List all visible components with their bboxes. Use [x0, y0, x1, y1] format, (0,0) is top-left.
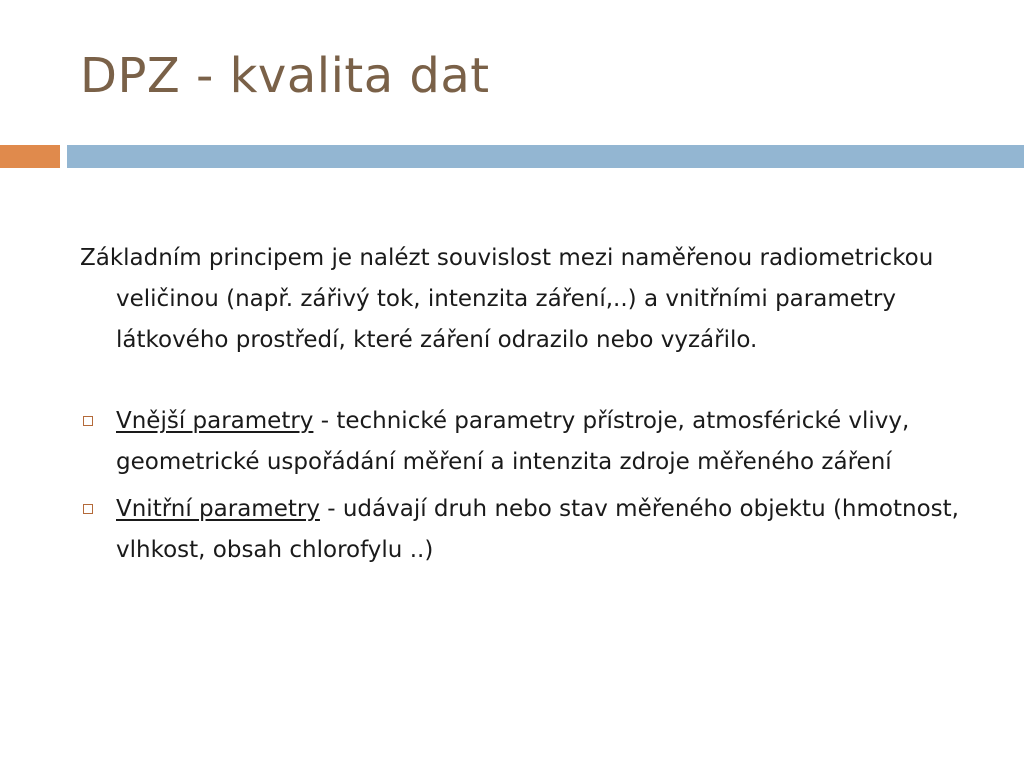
- bullet-item-external-parameters: [80, 401, 980, 483]
- slide-content: [80, 238, 980, 577]
- bullet-term: Vnitřní parametry: [116, 496, 320, 522]
- accent-bar-blue: [67, 145, 1024, 168]
- bullet-item-internal-parameters: [80, 489, 980, 571]
- square-bullet-icon: [83, 416, 93, 426]
- bullet-list: [80, 401, 980, 571]
- accent-bar-orange: [0, 145, 60, 168]
- square-bullet-icon: [83, 504, 93, 514]
- intro-paragraph: Základním principem je nalézt souvislost mezi naměřenou radiometrickou veličinou (např. zářivý tok, intenzita záření,..) a vnitřními parametry látkového prostředí, které záření odrazilo nebo vyzářilo.: [80, 245, 934, 353]
- bullet-text: - technické parametry přístroje, atmosférické vlivy, geometrické uspořádání měření a intenzita zdroje měřeného záření: [116, 408, 910, 475]
- bullet-text: - udávají druh nebo stav měřeného objektu (hmotnost, vlhkost, obsah chlorofylu ..): [116, 496, 959, 563]
- slide-title: DPZ - kvalita dat: [80, 48, 490, 104]
- bullet-term: Vnější parametry: [116, 408, 314, 434]
